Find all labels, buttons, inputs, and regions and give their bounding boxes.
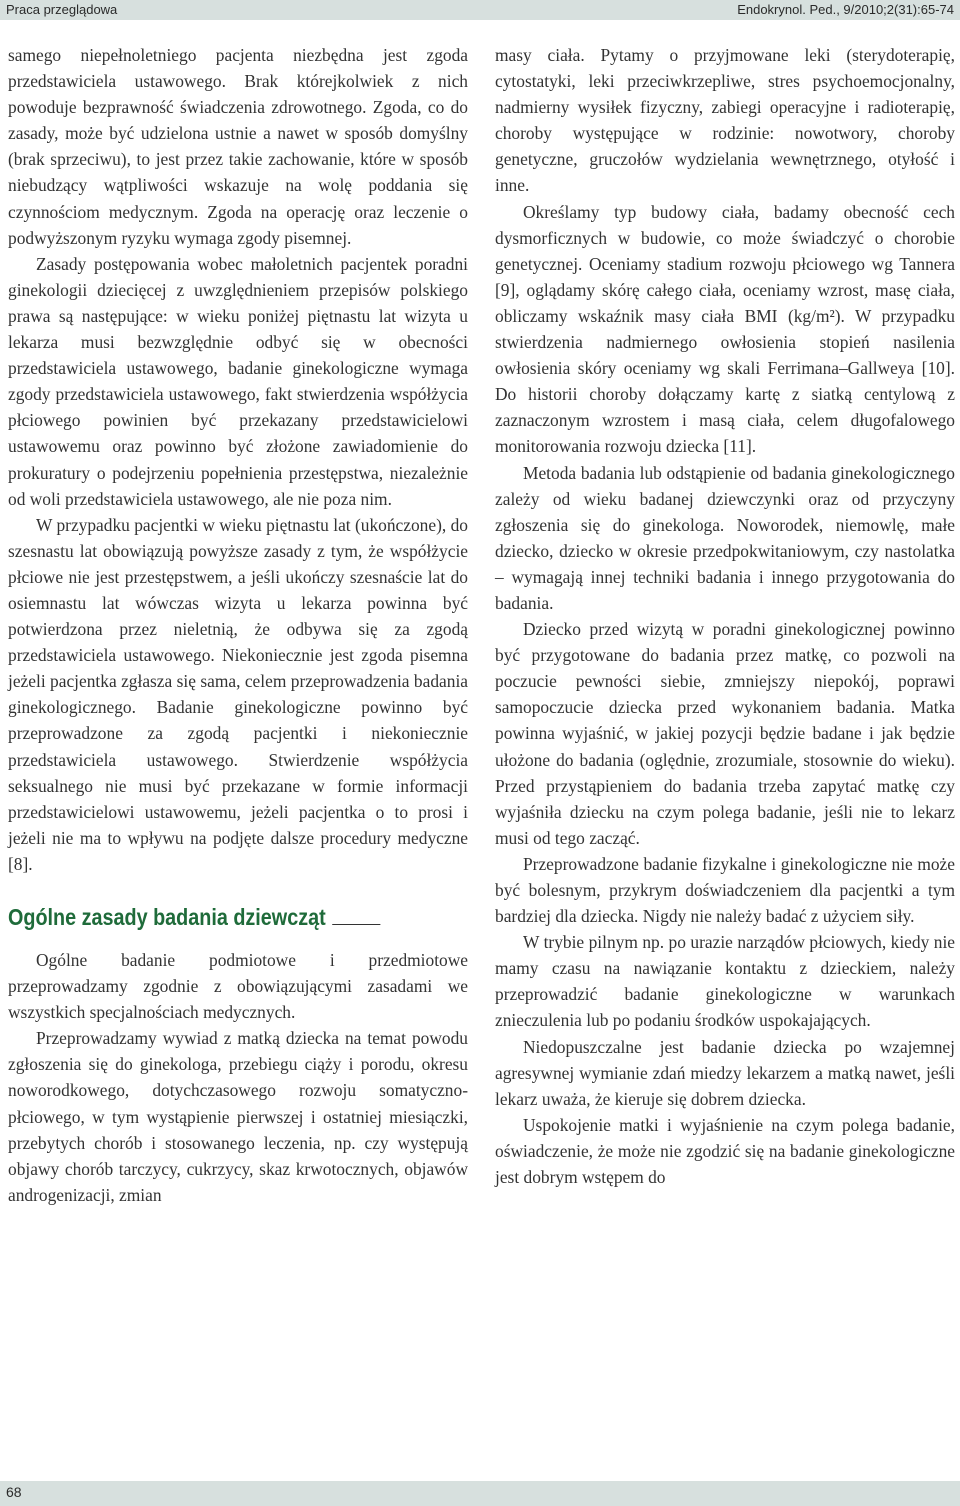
section-heading [8,902,404,932]
paragraph: W przypadku pacjentki w wieku piętnastu lat (ukończone), do szesnastu lat obowiązują powyższe zasady z tym, że współżycie płciowe nie jest przestępstwem, a jeśli ukończy szesnaście lat do osiemnastu lat wówczas wizyta u lekarza powinna być potwierdzona przez nieletnią, że odbywa się za zgodą przedstawiciela ustawowego. Niekoniecznie jest zgoda pisemna jeżeli pacjentka zgłasza się sama, celem przeprowadzenia badania ginekologicznego. Badanie ginekologiczne powinno być przeprowadzone za zgodą pacjentki i niekoniecznie przedstawiciela ustawowego. Stwierdzenie współżycia seksualnego nie musi być przekazane w formie informacji przedstawicielowi ustawowemu, jeżeli pacjentka o to prosi i jeżeli nie ma to wpływu na podjęte dalsze procedury medyczne [8]. [8,514,468,874]
paragraph: Metoda badania lub odstąpienie od badania ginekologicznego zależy od wieku badanej dziewczynki oraz od przyczyny zgłoszenia się do ginekologa. Noworodek, niemowlę, małe dziecko, dziecko w okresie przedpokwitaniowym, czy nastolatka – wymagają innej techniki badania i innego przygotowania do badania. [495,462,955,613]
paragraph: masy ciała. Pytamy o przyjmowane leki (sterydoterapię, cytostatyki, leki przeciwkrzepliwe, stres psychoemocjonalny, nadmierny wysiłek fizyczny, zabiegi operacyjne i radioterapię, choroby występujące w rodzinie: nowotwory, choroby genetyczne, gruczołów wydzielania wewnętrznego, otyłość i inne. [495,45,955,196]
footer-bar [0,1481,960,1506]
running-header [0,0,960,20]
page-number: 68 [6,1484,22,1500]
paragraph: Przeprowadzamy wywiad z matką dziecka na temat powodu zgłoszenia się do ginekologa, przebiegu ciąży i porodu, okresu noworodkowego, dotychczasowego rozwoju somatyczno-płciowego, w tym wystąpienie pierwszej i ostatniej miesiączki, przebytych chorób i stosowanego leczenia, np. czy występują objawy chorób tarczycy, cukrzycy, skaz krwotocznych, objawów androgenizacji, zmian [8,1028,468,1205]
paragraph: Uspokojenie matki i wyjaśnienie na czym polega badanie, oświadczenie, że może nie zgodzić się na badanie ginekologiczne jest dobrym wstępem do [495,1114,955,1188]
journal-citation: Endokrynol. Ped., 9/2010;2(31):65-74 [737,2,954,17]
article-type-label: Praca przeglądowa [6,2,118,17]
paragraph: samego niepełnoletniego pacjenta niezbędna jest zgoda przedstawiciela ustawowego. Brak którejkolwiek z nich powoduje bezprawność świadczenia zdrowotnego. Zgoda, co do zasady, może być udzielona ustnie a nawet w sposób domyślny (brak sprzeciwu), to jest przez takie zachowanie, które w sposób niebudzący wątpliwości wskazuje na wolę poddania się czynnościom medycznym. Zgoda na operację oraz leczenie o podwyższonym ryzyku wymaga zgody pisemnej. [8,45,468,248]
paragraph: Określamy typ budowy ciała, badamy obecność cech dysmorficznych w budowie, co może świadczyć o chorobie genetycznej. Oceniamy stadium rozwoju płciowego wg Tannera [9], oglądamy skórę całego ciała, oceniamy wzrost, masę ciała, obliczamy wskaźnik masy ciała BMI (kg/m²). W przypadku stwierdzenia nadmiernego owłosienia stopień nasilenia owłosienia skóry oceniamy wg skali Ferrimana–Gallweya [10]. Do historii choroby dołączamy kartę z siatką centylową z zaznaczonym wzrostem i masą ciała, celem długofalowego monitorowania rozwoju dziecka [11]. [495,201,955,457]
paragraph: Ogólne badanie podmiotowe i przedmiotowe przeprowadzamy zgodnie z obowiązującymi zasadami we wszystkich specjalnościach medycznych. [8,950,468,1023]
section-heading-text: Ogólne zasady badania dziewcząt [8,904,326,930]
paragraph: Dziecko przed wizytą w poradni ginekologicznej powinno być przygotowane do badania przez matkę, co pozwoli na poczucie pewności siebie, zmniejszy niepokój, poprawi samopoczucie dziecka przed wykonaniem badania. Matka powinna wyjaśnić, w jakiej pozycji będzie badane i jak będzie ułożone do badania (oględnie, zrozumiale, stosownie do wieku). Przed przystąpieniem do badania trzeba zapytać matkę czy wyjaśniła dziecku na czym polega badanie, jeśli nie to lekarz musi od tego zacząć. [495,619,955,848]
paragraph: Przeprowadzone badanie fizykalne i ginekologiczne nie może być bolesnym, przykrym doświadczeniem dla pacjentki a tym bardziej dla dziecka. Nigdy nie należy badać z użyciem siły. [495,853,955,927]
left-column [8,42,468,1208]
paragraph: W trybie pilnym np. po urazie narządów płciowych, kiedy nie mamy czasu na nawiązanie kontaktu z dzieckiem, należy przeprowadzić badanie ginekologiczne w warunkach znieczulenia lub po podaniu środków uspokajających. [495,932,955,1031]
paragraph: Niedopuszczalne jest badanie dziecka po wzajemnej agresywnej wymianie zdań miedzy lekarzem a matką nawet, jeśli lekarz uważa, że kieruje się dobrem dziecka. [495,1036,955,1109]
paragraph: Zasady postępowania wobec małoletnich pacjentek poradni ginekologii dziecięcej z uwzględnieniem przepisów polskiego prawa są następujące: w wieku poniżej piętnastu lat wizyta u lekarza musi bezwzględnie odbyć się w obecności przedstawiciela ustawowego, badanie ginekologiczne wymaga zgody przedstawiciela ustawowego, fakt stwierdzenia współżycia płciowego powinien być przekazany przedstawicielowi ustawowemu oraz powinno być złożone zawiadomienie do prokuratury o podejrzeniu popełnienia przestępstwa, niezależnie od woli przedstawiciela ustawowego, ale nie poza nim. [8,253,468,509]
heading-rule [333,924,381,925]
right-column [495,42,955,1190]
